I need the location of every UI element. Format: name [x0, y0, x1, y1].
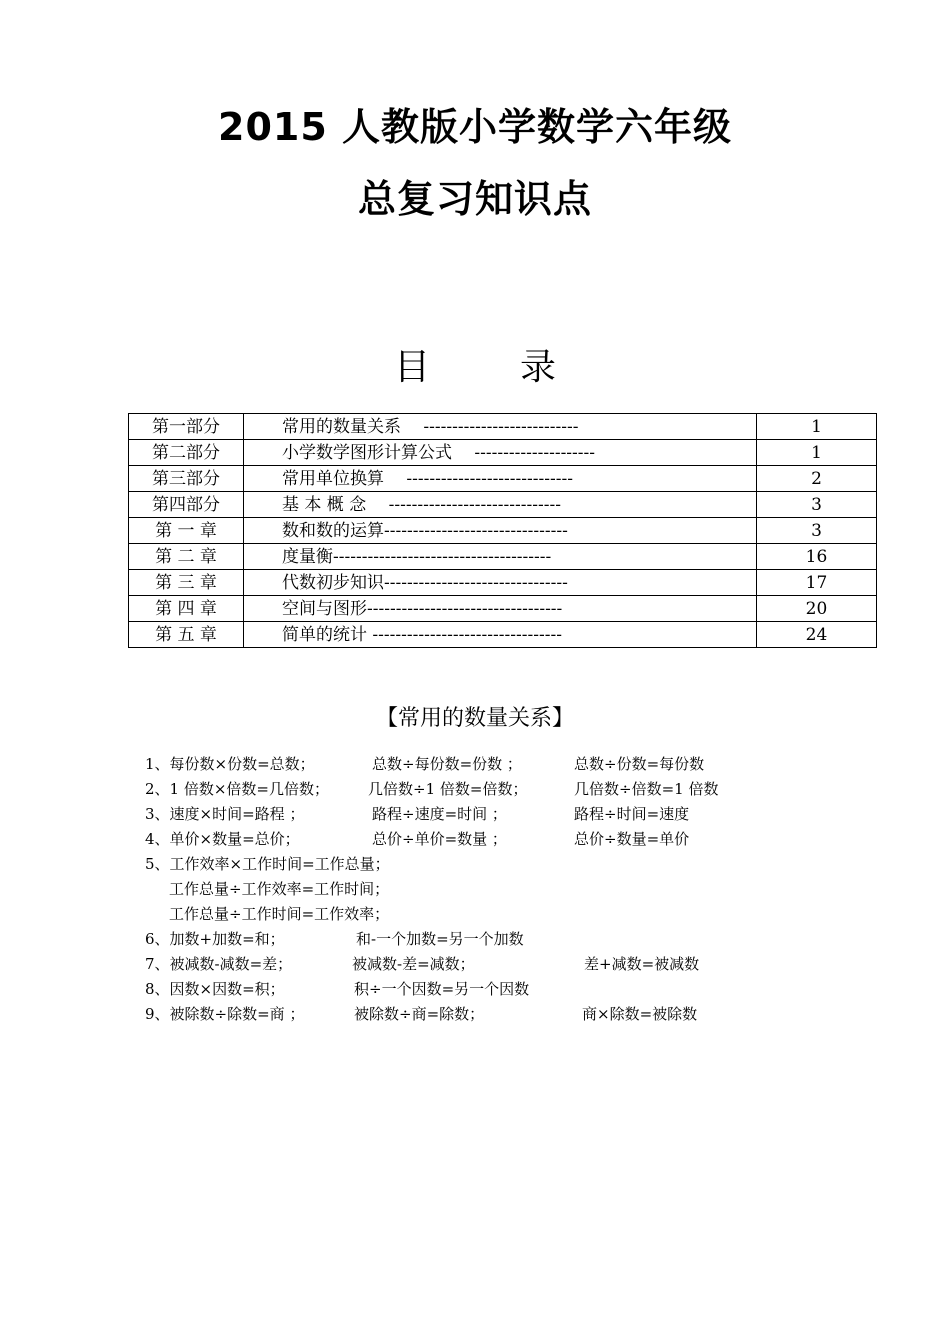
toc-entry: 代数初步知识--------------------------------: [244, 570, 757, 596]
toc-page: 24: [757, 622, 877, 648]
toc-part: 第二部分: [129, 440, 244, 466]
relation-b: 被减数-差=减数；: [352, 955, 475, 973]
toc-heading-char-2: 录: [520, 347, 557, 388]
section-title: 【常用的数量关系】: [375, 706, 574, 731]
relation-b: 和-一个加数=另一个加数: [356, 930, 524, 948]
relation-c: 几倍数÷倍数=1 倍数: [574, 780, 719, 798]
toc-page: 17: [757, 570, 877, 596]
document-title-line2: 总复习知识点: [357, 177, 592, 221]
toc-row: [129, 570, 877, 596]
relation-b: 几倍数÷1 倍数=倍数；: [368, 780, 528, 798]
toc-entry: 空间与图形----------------------------------: [244, 596, 757, 622]
toc-entry: 常用的数量关系 ---------------------------: [244, 414, 757, 440]
toc-page: 1: [757, 440, 877, 466]
toc-row: [129, 518, 877, 544]
relation-a: 6、加数+加数=和；: [145, 930, 285, 948]
toc-part: 第 五 章: [129, 622, 244, 648]
toc-part: 第 一 章: [129, 518, 244, 544]
toc-page: 20: [757, 596, 877, 622]
relation-a: 7、被减数-减数=差；: [145, 955, 293, 973]
toc-row: [129, 596, 877, 622]
toc-entry: 基 本 概 念 ------------------------------: [244, 492, 757, 518]
relation-b: 积÷一个因数=另一个因数: [354, 980, 530, 998]
toc-page: 2: [757, 466, 877, 492]
relation-a: 工作总量÷工作时间=工作效率；: [169, 905, 390, 923]
toc-part: 第 二 章: [129, 544, 244, 570]
relation-c: 总数÷份数=每份数: [574, 755, 705, 773]
toc-heading-char-1: 目: [393, 347, 430, 388]
toc-entry: 小学数学图形计算公式 ---------------------: [244, 440, 757, 466]
relation-a: 8、因数×因数=积；: [145, 980, 285, 998]
toc-part: 第三部分: [129, 466, 244, 492]
toc-entry: 数和数的运算--------------------------------: [244, 518, 757, 544]
toc-entry: 常用单位换算 -----------------------------: [244, 466, 757, 492]
toc-part: 第一部分: [129, 414, 244, 440]
relation-b: 总价÷单价=数量 ；: [372, 830, 507, 848]
toc-part: 第四部分: [129, 492, 244, 518]
toc-page: 16: [757, 544, 877, 570]
toc-part: 第 四 章: [129, 596, 244, 622]
toc-row: [129, 622, 877, 648]
relation-a: 5、工作效率×工作时间=工作总量；: [145, 855, 390, 873]
toc-page: 3: [757, 518, 877, 544]
toc-part: 第 三 章: [129, 570, 244, 596]
table-of-contents: [128, 413, 877, 648]
toc-row: [129, 440, 877, 466]
relation-a: 3、速度×时间=路程 ；: [145, 805, 305, 823]
relation-a: 工作总量÷工作效率=工作时间；: [169, 880, 390, 898]
relation-b: 路程÷速度=时间 ；: [372, 805, 507, 823]
toc-page: 3: [757, 492, 877, 518]
relation-c: 差+减数=被减数: [584, 955, 700, 973]
toc-row: [129, 466, 877, 492]
relation-c: 商×除数=被除数: [582, 1005, 698, 1023]
toc-row: [129, 414, 877, 440]
toc-entry: 度量衡--------------------------------------: [244, 544, 757, 570]
relation-c: 总价÷数量=单价: [574, 830, 690, 848]
relation-b: 总数÷每份数=份数 ；: [372, 755, 522, 773]
relation-a: 2、1 倍数×倍数=几倍数；: [145, 780, 329, 798]
relation-a: 9、被除数÷除数=商 ；: [145, 1005, 305, 1023]
relation-a: 4、单价×数量=总价；: [145, 830, 300, 848]
document-title-line1: 2015 人教版小学数学六年级: [218, 105, 732, 149]
relation-c: 路程÷时间=速度: [574, 805, 690, 823]
relation-b: 被除数÷商=除数；: [354, 1005, 485, 1023]
toc-entry: 简单的统计 ---------------------------------: [244, 622, 757, 648]
toc-row: [129, 544, 877, 570]
toc-page: 1: [757, 414, 877, 440]
relation-a: 1、每份数×份数=总数；: [145, 755, 315, 773]
toc-heading: [0, 347, 950, 388]
toc-row: [129, 492, 877, 518]
